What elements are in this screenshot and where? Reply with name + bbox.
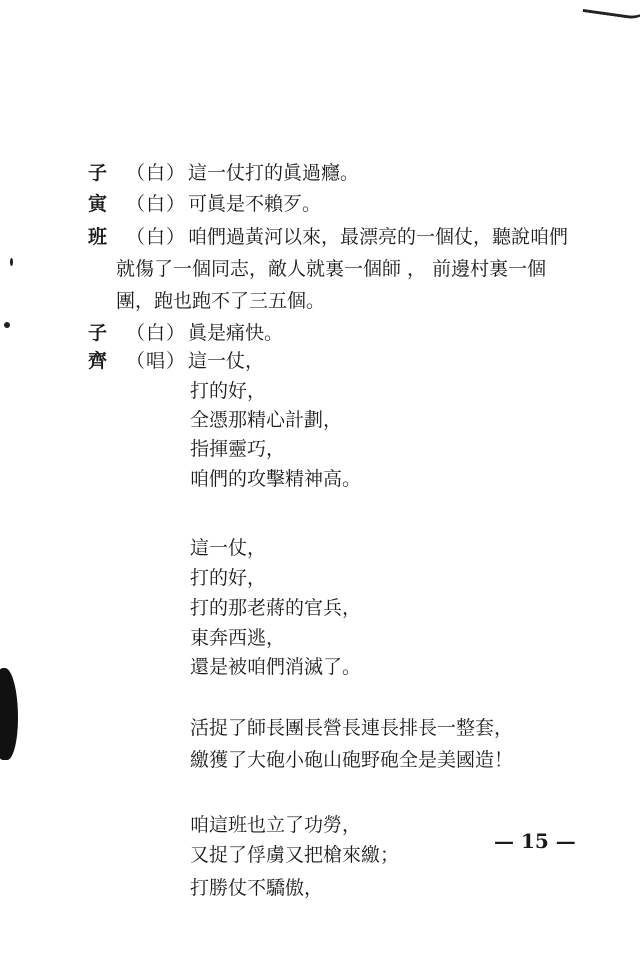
song-line: 咱們的攻擊精神高。 xyxy=(190,468,362,490)
delivery-mode: （白） xyxy=(126,226,187,248)
song-line: 活捉了師長團長營長連長排長一整套， xyxy=(190,717,514,739)
delivery-mode: （白） xyxy=(126,162,187,184)
delivery-mode: （唱） xyxy=(126,350,187,372)
speaker-label: 子 xyxy=(88,162,108,184)
song-line: 這一仗， xyxy=(190,537,267,559)
song-line: 咱這班也立了功勞， xyxy=(190,814,362,836)
ink-speck xyxy=(10,258,13,266)
song-line: 繳獲了大砲小砲山砲野砲全是美國造！ xyxy=(190,749,514,771)
song-line: 打勝仗不驕傲， xyxy=(190,877,324,899)
speaker-label: 子 xyxy=(88,322,108,344)
song-line: 指揮靈巧， xyxy=(190,438,286,460)
dialogue-line: 這一仗， xyxy=(188,350,265,372)
song-line: 還是被咱們消滅了。 xyxy=(190,656,362,678)
binding-ink-blot xyxy=(0,668,18,760)
page-number: — 15 — xyxy=(494,829,576,853)
dialogue-line: 眞是痛快。 xyxy=(188,322,284,344)
dialogue-line: 團，跑也跑不了三五個。 xyxy=(116,290,326,312)
song-line: 打的好， xyxy=(190,567,267,589)
song-line: 打的好， xyxy=(190,380,267,402)
speaker-label: 齊 xyxy=(88,350,108,372)
speaker-label: 寅 xyxy=(88,193,108,215)
corner-ink-stroke xyxy=(583,0,640,22)
delivery-mode: （白） xyxy=(126,193,187,215)
dialogue-line: 就傷了一個同志，敵人就裏一個師 ， 前邊村裏一個 xyxy=(116,258,547,280)
delivery-mode: （白） xyxy=(126,322,187,344)
dialogue-line: 咱們過黃河以來，最漂亮的一個仗，聽說咱們 xyxy=(188,226,569,248)
song-line: 全憑那精心計劃， xyxy=(190,409,343,431)
dialogue-line: 這一仗打的眞過癮。 xyxy=(188,162,360,184)
song-line: 又捉了俘虜又把槍來繳； xyxy=(190,844,400,866)
dialogue-line: 可眞是不賴歹。 xyxy=(188,193,322,215)
song-line: 東奔西逃， xyxy=(190,627,286,649)
ink-speck xyxy=(4,322,10,328)
speaker-label: 班 xyxy=(88,226,108,248)
song-line: 打的那老蔣的官兵， xyxy=(190,597,362,619)
